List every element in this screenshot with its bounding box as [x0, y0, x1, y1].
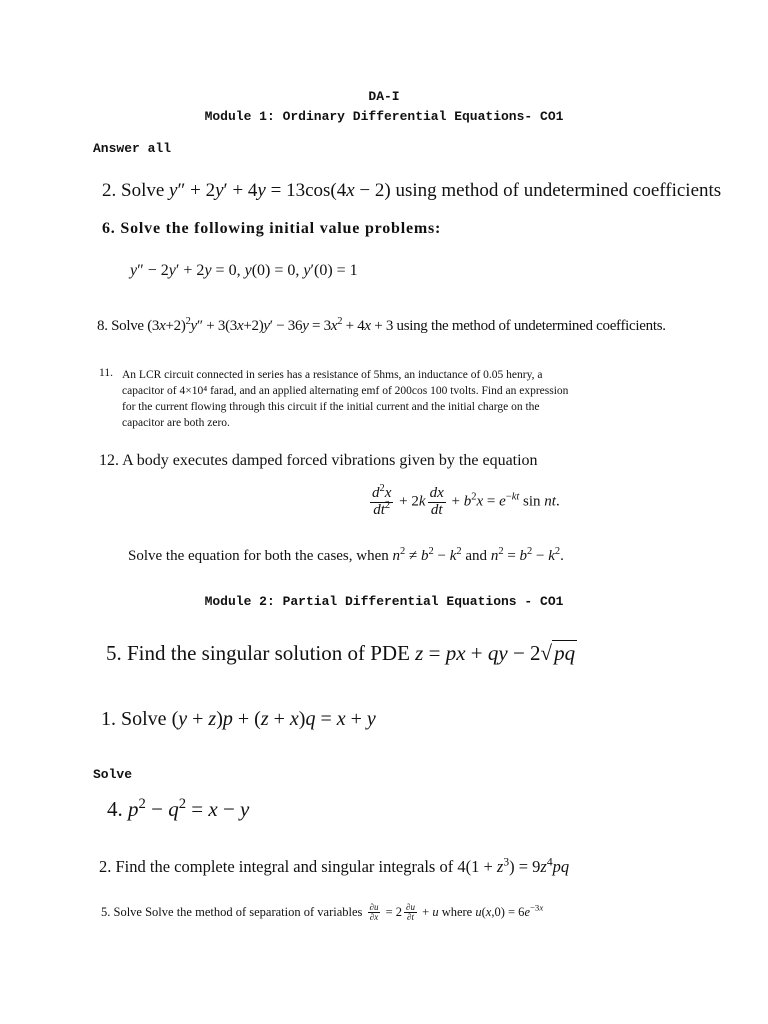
question-12-equation: $\frac{d^2x}{dt^2}$ + 2k $\frac{dx}{dt}$ + $b^2x = e^{-kt}$ sin nt. [372, 483, 560, 518]
question-12-cases: Solve the equation for both the cases, when $n^2 \ne b^2 - k^2$ and $n^2 = b^2 - k^2$. [128, 546, 564, 564]
question-11-line: An LCR circuit connected in series has a resistance of 5hms, an inductance of 0.05 henry, a [122, 369, 543, 381]
module2-question-5b: 5. Solve Solve the method of separation of variables $\frac{\partial u}{\partial x}$ = 2 $\frac{\partial u}{\partial t}$ + u where $u(x,0) = 6e^{-3x}$ [101, 902, 544, 923]
question-11 [122, 367, 568, 431]
question-2: 2. Solve y″ + 2y′ + 4y = 13cos(4x − 2) using method of undetermined coefficients [102, 180, 722, 201]
question-11-number: 11. [99, 367, 113, 379]
page-title: DA-I [368, 89, 400, 104]
module2-question-2: 2. Find the complete integral and singular integrals of $4(1 + z^3) = 9z^4pq$ [99, 856, 570, 876]
module2-question-4: 4. $p^2 - q^2 = x - y$ [107, 796, 250, 821]
question-12: 12. A body executes damped forced vibrations given by the equation [99, 452, 538, 469]
question-6-equation: y″ − 2y′ + 2y = 0, y(0) = 0, y′(0) = 1 [130, 262, 358, 279]
solve-label: Solve [93, 767, 133, 782]
module2-question-1: 1. Solve (y + z)p + (z + x)q = x + y [101, 708, 376, 730]
question-6: 6. Solve the following initial value problems: [102, 220, 442, 237]
module1-heading: Module 1: Ordinary Differential Equations- CO1 [204, 109, 564, 124]
question-11-line: capacitor of 4×10⁴ farad, and an applied alternating emf of 200cos 100 tvolts. Find an expression [122, 385, 569, 397]
question-11-line: for the current flowing through this circuit if the initial current and the initial charge on the [122, 401, 540, 413]
module2-question-5: 5. Find the singular solution of PDE z = px + qy − 2√pq [106, 641, 576, 665]
answer-all-label: Answer all [93, 141, 172, 156]
question-11-line: capacitor are both zero. [122, 417, 230, 429]
module2-heading: Module 2: Partial Differential Equations - CO1 [204, 594, 564, 609]
question-8: 8. Solve $(3x+2)^2y'' + 3(3x+2)y' - 36y = 3x^2 + 4x + 3$ using the method of undetermined coefficients. [97, 316, 666, 334]
